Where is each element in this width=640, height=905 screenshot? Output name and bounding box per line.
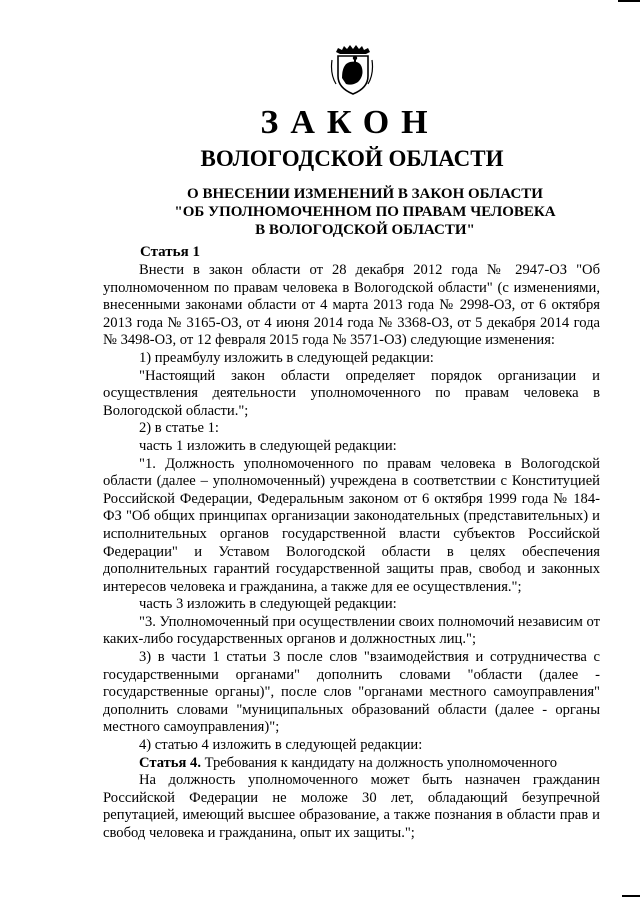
article-body bbox=[103, 262, 600, 843]
subtitle-line: "ОБ УПОЛНОМОЧЕННОМ ПО ПРАВАМ ЧЕЛОВЕКА bbox=[174, 204, 556, 220]
paragraph: "Настоящий закон области определяет порядок организации и осуществления деятельности уполномоченного по правам человека в Вологодской области."; bbox=[103, 367, 600, 419]
paragraph: Внести в закон области от 28 декабря 2012 года № 2947-ОЗ "Об уполномоченном по правам человека в Вологодской области" (с изменениями, внесенными законами области от 4 марта 2013 года № 2998-ОЗ, от 6 октября 2013 года № 3165-ОЗ, от 4 июня 2014 года № 3368-ОЗ, от 5 декабря 2014 года № 3498-ОЗ, от 12 февраля 2015 года № 3571-ОЗ) следующие изменения: bbox=[103, 262, 600, 349]
paragraph: "1. Должность уполномоченного по правам человека в Вологодской области (далее – уполномоченный) учреждена в соответствии с Конституцией Российской Федерации, Федеральным законом от 6 октября 1999 года № 184-ФЗ "Об общих принципах организации законодательных (представительных) и исполнительных органов государственной власти субъектов Российской Федерации" и Уставом Вологодской области в целях обеспечения дополнительных гарантий государственной защиты прав, свобод и законных интересов человека и гражданина, а также для ее осуществления."; bbox=[103, 455, 600, 595]
paragraph: На должность уполномоченного может быть назначен гражданин Российской Федерации не моложе 30 лет, обладающий безупречной репутацией, имеющий высшее образование, а также познания в области прав и свобод человека и гражданина, опыт их защиты."; bbox=[103, 772, 600, 841]
scan-corner-mark bbox=[618, 0, 640, 2]
paragraph: часть 3 изложить в следующей редакции: bbox=[139, 596, 397, 613]
paragraph: 4) статью 4 изложить в следующей редакции: bbox=[139, 737, 423, 754]
paragraph: 2) в статье 1: bbox=[139, 420, 219, 437]
subtitle-line: В ВОЛОГОДСКОЙ ОБЛАСТИ" bbox=[255, 222, 475, 238]
region-name: ВОЛОГОДСКОЙ ОБЛАСТИ bbox=[200, 146, 504, 171]
article4-label: Статья 4. bbox=[139, 754, 201, 771]
paragraph: 3) в части 1 статьи 3 после слов "взаимодействия и сотрудничества с государственными органами" дополнить словами "области (далее - государственные органы)", после слов "органами местного самоуправления" дополнить словами "муниципальных образований области (далее - органы местного самоуправления)"; bbox=[103, 649, 600, 736]
law-title: ЗАКОН bbox=[260, 104, 440, 141]
subtitle-line: О ВНЕСЕНИИ ИЗМЕНЕНИЙ В ЗАКОН ОБЛАСТИ bbox=[187, 186, 543, 202]
article-heading: Статья 1 bbox=[140, 244, 200, 260]
paragraph: "3. Уполномоченный при осуществлении своих полномочий независим от каких-либо государственных органов и должностных лиц."; bbox=[103, 613, 600, 648]
article4-title: Требования к кандидату на должность уполномоченного bbox=[201, 754, 558, 771]
law-subtitle bbox=[140, 185, 590, 239]
paragraph: часть 1 изложить в следующей редакции: bbox=[139, 437, 397, 454]
article4-heading bbox=[103, 755, 600, 773]
coat-of-arms-icon bbox=[330, 40, 374, 96]
scan-corner-mark bbox=[622, 895, 640, 897]
paragraph: 1) преамбулу изложить в следующей редакции: bbox=[139, 349, 434, 366]
